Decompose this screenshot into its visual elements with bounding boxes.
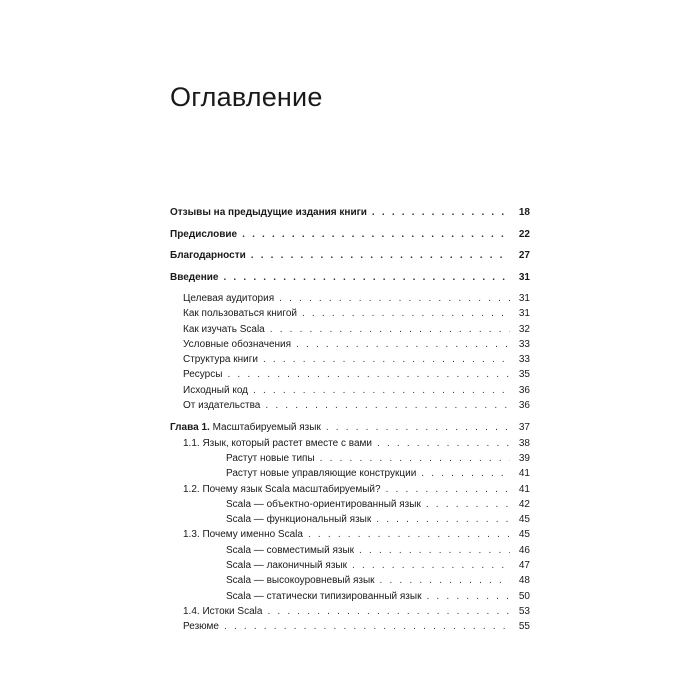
leader-dots: [265, 398, 510, 413]
toc-page-number: 48: [518, 575, 530, 587]
leader-dots: [380, 573, 510, 588]
toc-subsection[interactable]: [170, 573, 530, 588]
toc-section[interactable]: [170, 604, 530, 619]
table-of-contents: [170, 205, 530, 635]
toc-entry-reviews[interactable]: [170, 205, 530, 227]
toc-subentry[interactable]: [170, 337, 530, 352]
toc-section[interactable]: [170, 619, 530, 634]
toc-entry-label: 1.3. Почему именно Scala: [183, 529, 303, 541]
toc-subsection[interactable]: [170, 497, 530, 512]
toc-subsection[interactable]: [170, 558, 530, 573]
leader-dots: [352, 558, 510, 573]
toc-page-number: 18: [518, 207, 530, 218]
chapter-prefix: Глава 1.: [170, 422, 210, 434]
leader-dots: [426, 497, 510, 512]
toc-subsection[interactable]: [170, 512, 530, 527]
toc-entry-label: [170, 420, 321, 435]
toc-subentry[interactable]: [170, 383, 530, 398]
toc-page-number: 33: [518, 354, 530, 366]
toc-entry-label: Как изучать Scala: [183, 323, 265, 335]
toc-entry-label: Scala — высокоуровневый язык: [226, 575, 375, 587]
toc-subentry[interactable]: [170, 367, 530, 382]
toc-entry-label: Растут новые типы: [226, 452, 315, 464]
leader-dots: [296, 337, 510, 352]
toc-subentry[interactable]: [170, 291, 530, 306]
toc-entry-label: Резюме: [183, 621, 219, 633]
leader-dots: [227, 367, 510, 382]
toc-subsection[interactable]: [170, 543, 530, 558]
toc-entry-label: Scala — статически типизированный язык: [226, 590, 422, 602]
toc-page-number: 39: [518, 452, 530, 464]
toc-section[interactable]: [170, 436, 530, 451]
toc-page-number: 33: [518, 338, 530, 350]
leader-dots: [326, 420, 510, 435]
leader-dots: [386, 482, 510, 497]
toc-entry-label: Scala — совместимый язык: [226, 544, 355, 556]
toc-entry-label: 1.2. Почему язык Scala масштабируемый?: [183, 483, 381, 495]
toc-page-number: 41: [518, 483, 530, 495]
toc-page-number: 42: [518, 498, 530, 510]
toc-subsection[interactable]: [170, 589, 530, 604]
toc-page-number: 41: [518, 468, 530, 480]
leader-dots: [372, 205, 510, 220]
toc-entry-label: Благодарности: [170, 250, 246, 261]
leader-dots: [302, 306, 510, 321]
toc-page-number: 47: [518, 560, 530, 572]
leader-dots: [308, 527, 510, 542]
toc-page-number: 35: [518, 369, 530, 381]
leader-dots: [253, 383, 510, 398]
leader-dots: [242, 227, 510, 242]
toc-page-number: 46: [518, 544, 530, 556]
leader-dots: [377, 436, 510, 451]
toc-page-number: 27: [518, 250, 530, 261]
leader-dots: [223, 270, 510, 285]
toc-section[interactable]: [170, 527, 530, 542]
toc-subsection[interactable]: [170, 451, 530, 466]
toc-page-number: 53: [518, 605, 530, 617]
leader-dots: [270, 322, 510, 337]
chapter-title: Масштабируемый язык: [212, 422, 321, 434]
toc-entry-label: Scala — лаконичный язык: [226, 560, 347, 572]
toc-page-number: 36: [518, 384, 530, 396]
leader-dots: [267, 604, 510, 619]
toc-page-number: 38: [518, 437, 530, 449]
toc-entry-label: Ресурсы: [183, 369, 223, 381]
toc-entry-label: 1.1. Язык, который растет вместе с вами: [183, 437, 372, 449]
toc-subentry[interactable]: [170, 306, 530, 321]
toc-entry-preface[interactable]: [170, 227, 530, 249]
toc-page-number: 22: [518, 228, 530, 240]
toc-page-number: 45: [518, 529, 530, 541]
toc-entry-label: От издательства: [183, 400, 261, 412]
toc-entry-label: Растут новые управляющие конструкции: [226, 468, 417, 480]
toc-page-number: 31: [518, 271, 530, 283]
toc-page-number: 55: [518, 621, 530, 633]
toc-entry-chapter-1[interactable]: [170, 420, 530, 435]
toc-entry-label: Целевая аудитория: [183, 293, 275, 304]
toc-entry-label: Структура книги: [183, 354, 258, 366]
toc-page-number: 32: [518, 323, 530, 335]
leader-dots: [251, 248, 510, 263]
toc-entry-label: Исходный код: [183, 384, 248, 396]
toc-page-number: 45: [518, 514, 530, 526]
toc-page-number: 50: [518, 590, 530, 602]
leader-dots: [224, 619, 510, 634]
toc-entry-label: Отзывы на предыдущие издания книги: [170, 207, 367, 218]
toc-entry-label: Предисловие: [170, 228, 238, 240]
toc-subentry[interactable]: [170, 398, 530, 413]
toc-section[interactable]: [170, 482, 530, 497]
toc-entry-label: 1.4. Истоки Scala: [183, 605, 263, 617]
leader-dots: [263, 352, 510, 367]
toc-entry-label: Scala — функциональный язык: [226, 514, 372, 526]
toc-subentry[interactable]: [170, 352, 530, 367]
toc-page-number: 37: [518, 422, 530, 434]
toc-page-number: 31: [518, 293, 530, 304]
leader-dots: [320, 451, 510, 466]
leader-dots: [426, 589, 510, 604]
leader-dots: [279, 291, 510, 306]
leader-dots: [421, 466, 510, 481]
toc-subsection[interactable]: [170, 466, 530, 481]
toc-page-number: 31: [518, 308, 530, 320]
leader-dots: [376, 512, 510, 527]
toc-subentry[interactable]: [170, 322, 530, 337]
toc-entry-acknowledgements[interactable]: [170, 248, 530, 270]
toc-page-number: 36: [518, 400, 530, 412]
toc-entry-introduction[interactable]: [170, 270, 530, 292]
leader-dots: [359, 543, 510, 558]
toc-entry-label: Scala — объектно-ориентированный язык: [226, 498, 421, 510]
toc-entry-label: Как пользоваться книгой: [183, 308, 297, 320]
toc-entry-label: Условные обозначения: [183, 338, 292, 350]
toc-entry-label: Введение: [170, 271, 219, 283]
page-title: Оглавление: [170, 82, 323, 112]
